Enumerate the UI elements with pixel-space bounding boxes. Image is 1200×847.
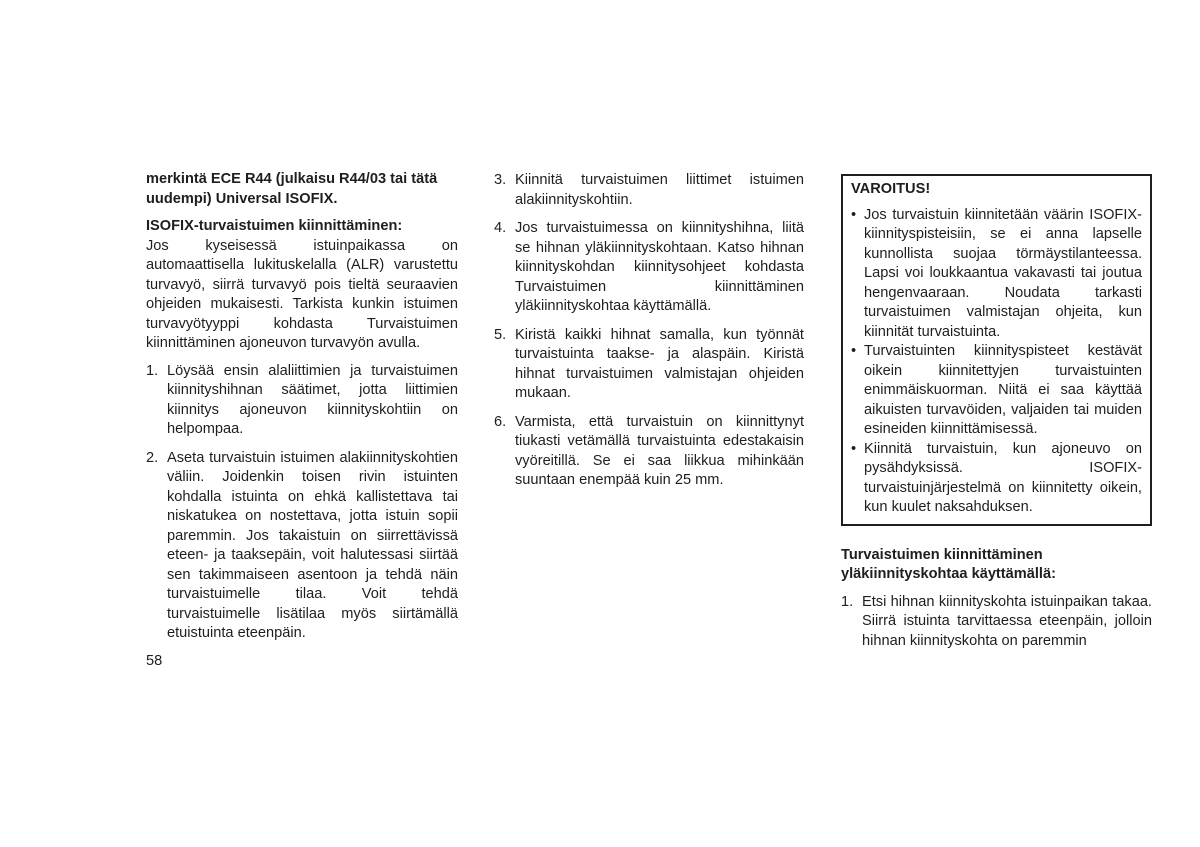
warning-bullet [851, 440, 1142, 518]
intro-text: merkintä ECE R44 (julkaisu R44/03 tai tätä uudempi) Universal ISOFIX. [146, 171, 438, 207]
warning-box [841, 174, 1152, 526]
warning-bullet [851, 342, 1142, 440]
warning-bullet [851, 206, 1142, 343]
step-number: 4. [494, 220, 507, 236]
step-text: Löysää ensin alaliittimien ja turvaistuimen kiinnityshihnan säätimet, jotta liittimien kiinnitys ajoneuvon kiinnityskohtiin on helpompaa. [167, 362, 458, 437]
warning-text: Turvaistuinten kiinnityspisteet kestävät oikein kiinnitettyjen turvaistuinten enimmäiskuorman. Niitä ei saa käyttää aikuisten turvavöiden, valjaiden tai muiden esineiden kiinnittämisessä. [864, 343, 1142, 437]
bullet-icon: • [851, 343, 857, 359]
page-number: 58 [146, 653, 163, 669]
step-text: Aseta turvaistuin istuimen alakiinnityskohtien väliin. Joidenkin toisen rivin istuinten kohdalla istuinta on ehkä kallistettava tai niskatukea on nostettava, jotta istuin sopii paremmin. Jos takaistuin on siirrettävissä eteen- ja taaksepäin, voit halutessasi siirtää sen takimmaiseen asentoon ja tehdä näin turvaistuimelle tilaa. Voit tehdä turvaistuimelle lisätilaa myös siirtämällä etuistuinta eteenpäin. [167, 449, 458, 641]
step-number: 6. [494, 413, 507, 430]
list-item [494, 413, 804, 491]
step-text: Etsi hihnan kiinnityskohta istuinpaikan takaa. Siirrä istuinta tarvittaessa eteenpäin, jolloin hihnan kiinnityskohta on paremmin [862, 593, 1152, 649]
step-text: Jos turvaistuimessa on kiinnityshihna, liitä se hihnan yläkiinnityskohtaan. Katso hihnan kiinnityskohdan kiinnitysohjeet kohdasta Turvaistuimen kiinnittäminen yläkiinnityskohtaa käyttämällä. [515, 220, 804, 314]
step-text: Kiinnitä turvaistuimen liittimet istuimen alakiinnityskohtiin. [515, 172, 804, 208]
intro-paragraph: Jos kyseisessä istuinpaikassa on automaattisella lukituskelalla (ALR) varustettu turvavyö, siirrä turvavyö pois tieltä seuraavien ohjeiden mukaisesti. Tarkista kunkin istuimen turvavyötyyppi kohdasta Turvaistuimen kiinnittäminen ajoneuvon turvavyön avulla. [146, 237, 458, 351]
list-item [146, 362, 458, 440]
column-1 [146, 170, 458, 653]
bullet-icon: • [851, 206, 857, 223]
section-heading-isofix: ISOFIX-turvaistuimen kiinnittäminen: [146, 218, 403, 234]
step-number: 1. [146, 362, 159, 379]
step-text: Varmista, että turvaistuin on kiinnittynyt tiukasti vetämällä turvaistuinta edestakaisin vyöreitillä. Se ei saa liikkua mihinkään suuntaan enempää kuin 25 mm. [515, 413, 804, 488]
list-item [494, 171, 804, 210]
bullet-icon: • [851, 440, 857, 457]
column-2 [494, 171, 804, 500]
step-number: 3. [494, 172, 507, 188]
section-heading-tether: Turvaistuimen kiinnittäminen yläkiinnityskohtaa käyttämällä: [841, 546, 1056, 582]
list-item [146, 449, 458, 644]
warning-text: Kiinnitä turvaistuin, kun ajoneuvo on pysähdyksissä. ISOFIX-turvaistuinjärjestelmä on kiinnitetty oikein, kun kuulet naksahduksen. [864, 440, 1142, 515]
warning-title: VAROITUS! [851, 181, 931, 197]
warning-text: Jos turvaistuin kiinnitetään väärin ISOFIX-kiinnityspisteisiin, se ei anna lapselle kunnollista suojaa törmäystilanteessa. Lapsi voi loukkaantua vakavasti tai joutua hengenvaaraan. Noudata tarkasti turvaistuimen valmistajan ohjeita, kun kiinnität turvaistuinta. [864, 206, 1142, 340]
step-number: 2. [146, 449, 159, 466]
list-item [494, 219, 804, 317]
list-item [494, 326, 804, 404]
list-item [841, 593, 1152, 652]
step-number: 1. [841, 593, 854, 610]
step-number: 5. [494, 326, 507, 343]
step-text: Kiristä kaikki hihnat samalla, kun työnnät turvaistuinta taakse- ja alaspäin. Kiristä hihnat turvaistuimen valmistajan ohjeiden mukaan. [515, 326, 804, 401]
column-3 [841, 174, 1152, 660]
